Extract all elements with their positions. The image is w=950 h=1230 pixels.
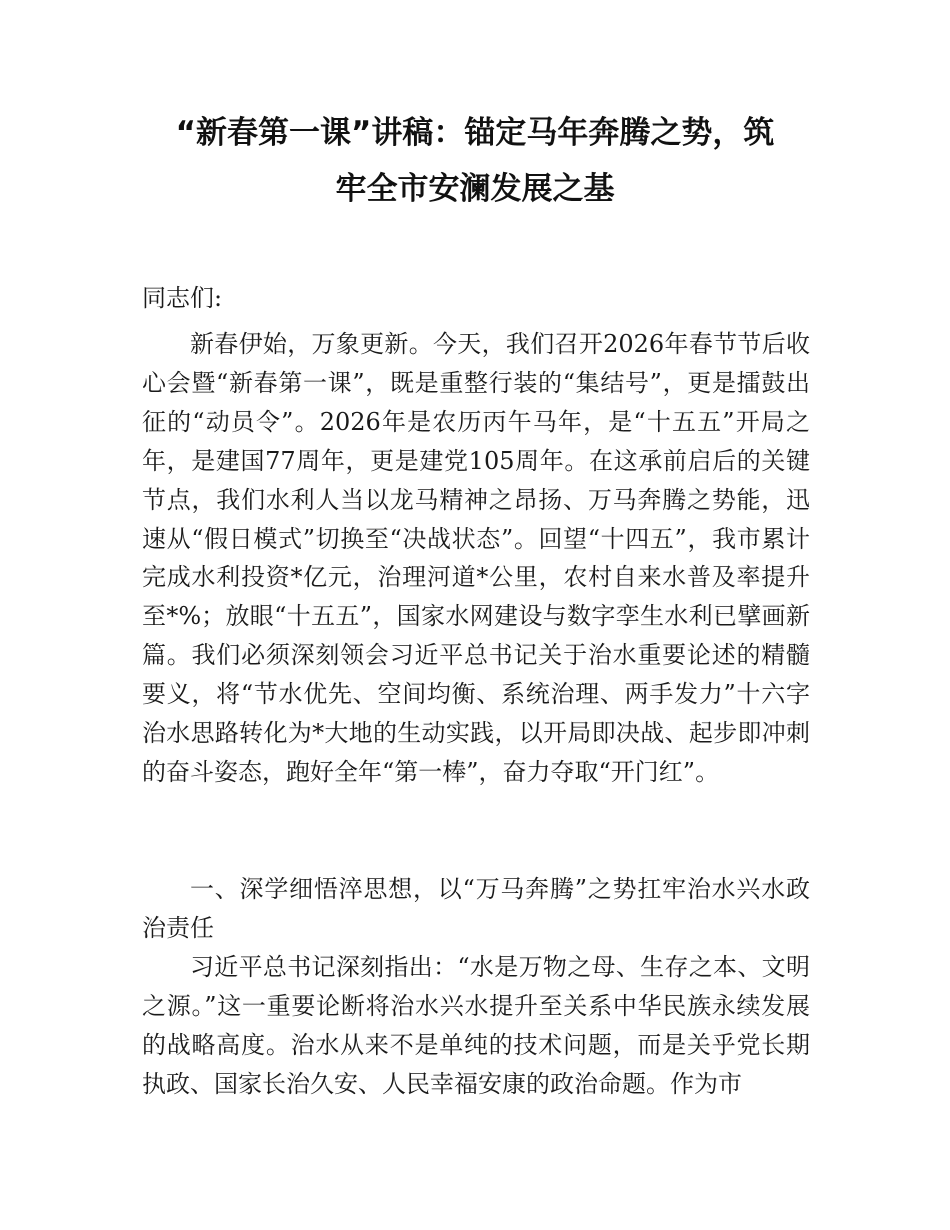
salutation: 同志们: [142, 284, 223, 312]
document-title-line-2: 牢全市安澜发展之基 [335, 171, 615, 207]
paragraph-intro: 新春伊始，万象更新。今天，我们召开2026年春节节后收心会暨“新春第一课”，既是重整行装的“集结号”，更是擂鼓出征的“动员令”。2026年是农历丙午马年，是“十五五”开局之年，是建国77周年，更是建党105周年。在这承前启后的关键节点，我们水利人当以龙马精神之昂扬、万马奔腾之势能，迅速从“假日模式”切换至“决战状态”。回望“十四五”，我市累计完成水利投资*亿元，治理河道*公里，农村自来水普及率提升至*%；放眼“十五五”，国家水网建设与数字孪生水利已擘画新篇。我们必须深刻领会习近平总书记关于治水重要论述的精髓要义，将“节水优先、空间均衡、系统治理、两手发力”十六字治水思路转化为*大地的生动实践，以开局即决战、起步即冲刺的奋斗姿态，跑好全年“第一棒”，奋力夺取“开门红”。 [142, 330, 810, 786]
section-heading-1: 一、深学细悟淬思想，以“万马奔腾”之势扛牢治水兴水政治责任 [142, 875, 810, 942]
document-title-line-1: “新春第一课”讲稿：锚定马年奔腾之势，筑 [175, 115, 775, 151]
paragraph-section-1: 习近平总书记深刻指出：“水是万物之母、生存之本、文明之源。”这一重要论断将治水兴水提升至关系中华民族永续发展的战略高度。治水从来不是单纯的技术问题，而是关乎党长期执政、国家长治久安、人民幸福安康的政治命题。作为市 [142, 953, 810, 1098]
